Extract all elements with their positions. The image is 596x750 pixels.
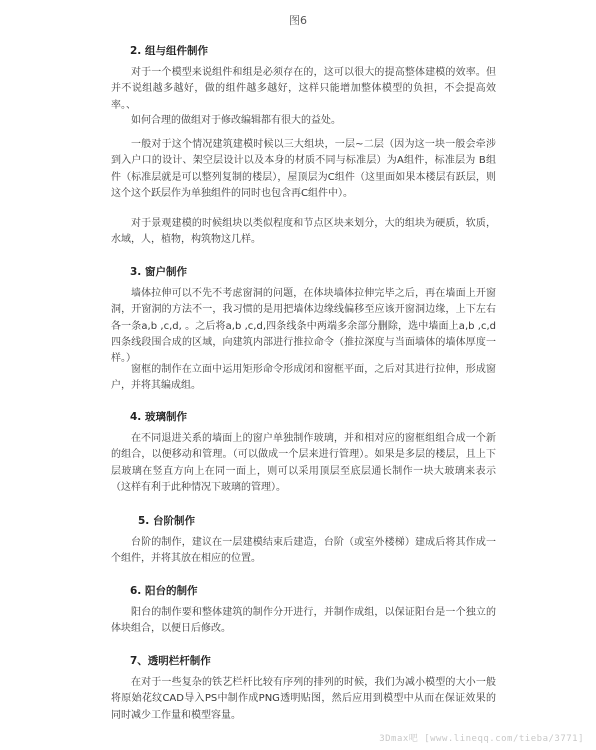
paragraph: 对于景观建模的时候组块以类似程度和节点区块来划分，大的组块为硬质，软质，水域，人，植物，构筑物这几样。 [111, 218, 496, 246]
section-heading-6: 6. 阳台的制作 [130, 585, 198, 597]
section-heading-5: 5. 台阶制作 [138, 515, 195, 527]
paragraph: 台阶的制作，建议在一层建模结束后建造，台阶（或室外楼梯）建成后将其作成一个组件，并将其放在相应的位置。 [111, 537, 496, 565]
site-watermark: 3Dmax吧 [www.lineqq.com/tieba/3771] [379, 734, 584, 744]
section-heading-4: 4. 玻璃制作 [130, 411, 187, 423]
paragraph: 如何合理的做组对于修改编辑都有很大的益处。 [131, 115, 341, 126]
paragraph: 阳台的制作要和整体建筑的制作分开进行，并制作成组，以保证阳台是一个独立的体块组合，以便日后修改。 [111, 607, 496, 635]
paragraph: 在不同退进关系的墙面上的窗户单独制作玻璃，并和相对应的窗框组组合成一个新的组合，以便移动和管理。（可以做成一个层来进行管理）。如果是多层的楼层，且上下层玻璃在竖直方向上在同一面上，则可以采用顶层至底层通长制作一块大玻璃来表示（这样有利于此种情况下玻璃的管理）。 [111, 433, 496, 493]
section-heading-3: 3. 窗户制作 [130, 266, 187, 278]
paragraph: 墙体拉伸可以不先不考虑窗洞的问题，在体块墙体拉伸完毕之后，再在墙面上开窗洞，开窗洞的方法不一，我习惯的是用把墙体边缘线偏移至应该开窗洞边缘，上下左右各一条a,b ,c,d, 。之后将a,b ,c,d,四条线条中两端多余部分删除，选中墙面上a,b ,c,d四条线段围合成的区域，向建筑内部进行推拉命令（推拉深度与当面墙体的墙体厚度一样。） [111, 288, 496, 365]
paragraph: 一般对于这个情况建筑建模时候以三大组块，一层~二层（因为这一块一般会牵涉到入户口的设计、架空层设计以及本身的材质不同与标准层）为A组件，标准层为 B组件（标准层就是可以整列复制的楼层），屋顶层为C组件（这里面如果本楼层有跃层，则这个这个跃层作为单独组件的同时也包含再C组件中）。 [111, 139, 496, 199]
figure-caption: 图6 [289, 14, 307, 27]
paragraph: 对于一个模型来说组件和组是必须存在的，这可以很大的提高整体建模的效率。但并不说组越多越好，做的组件越多越好，这样只能增加整体模型的负担，不会提高效率。、 [111, 67, 496, 111]
paragraph: 在对于一些复杂的铁艺栏杆比较有序列的排列的时候，我们为减小模型的大小一般将原始花纹CAD导入PS中制作成PNG透明贴图，然后应用到模型中从而在保证效果的同时减少工作量和模型容量。 [111, 677, 496, 721]
section-heading-2: 2. 组与组件制作 [130, 45, 208, 57]
section-heading-7: 7、透明栏杆制作 [130, 655, 211, 667]
paragraph: 窗框的制作在立面中运用矩形命令形成闭和窗框平面，之后对其进行拉伸，形成窗户，并将其编成组。 [111, 364, 496, 392]
